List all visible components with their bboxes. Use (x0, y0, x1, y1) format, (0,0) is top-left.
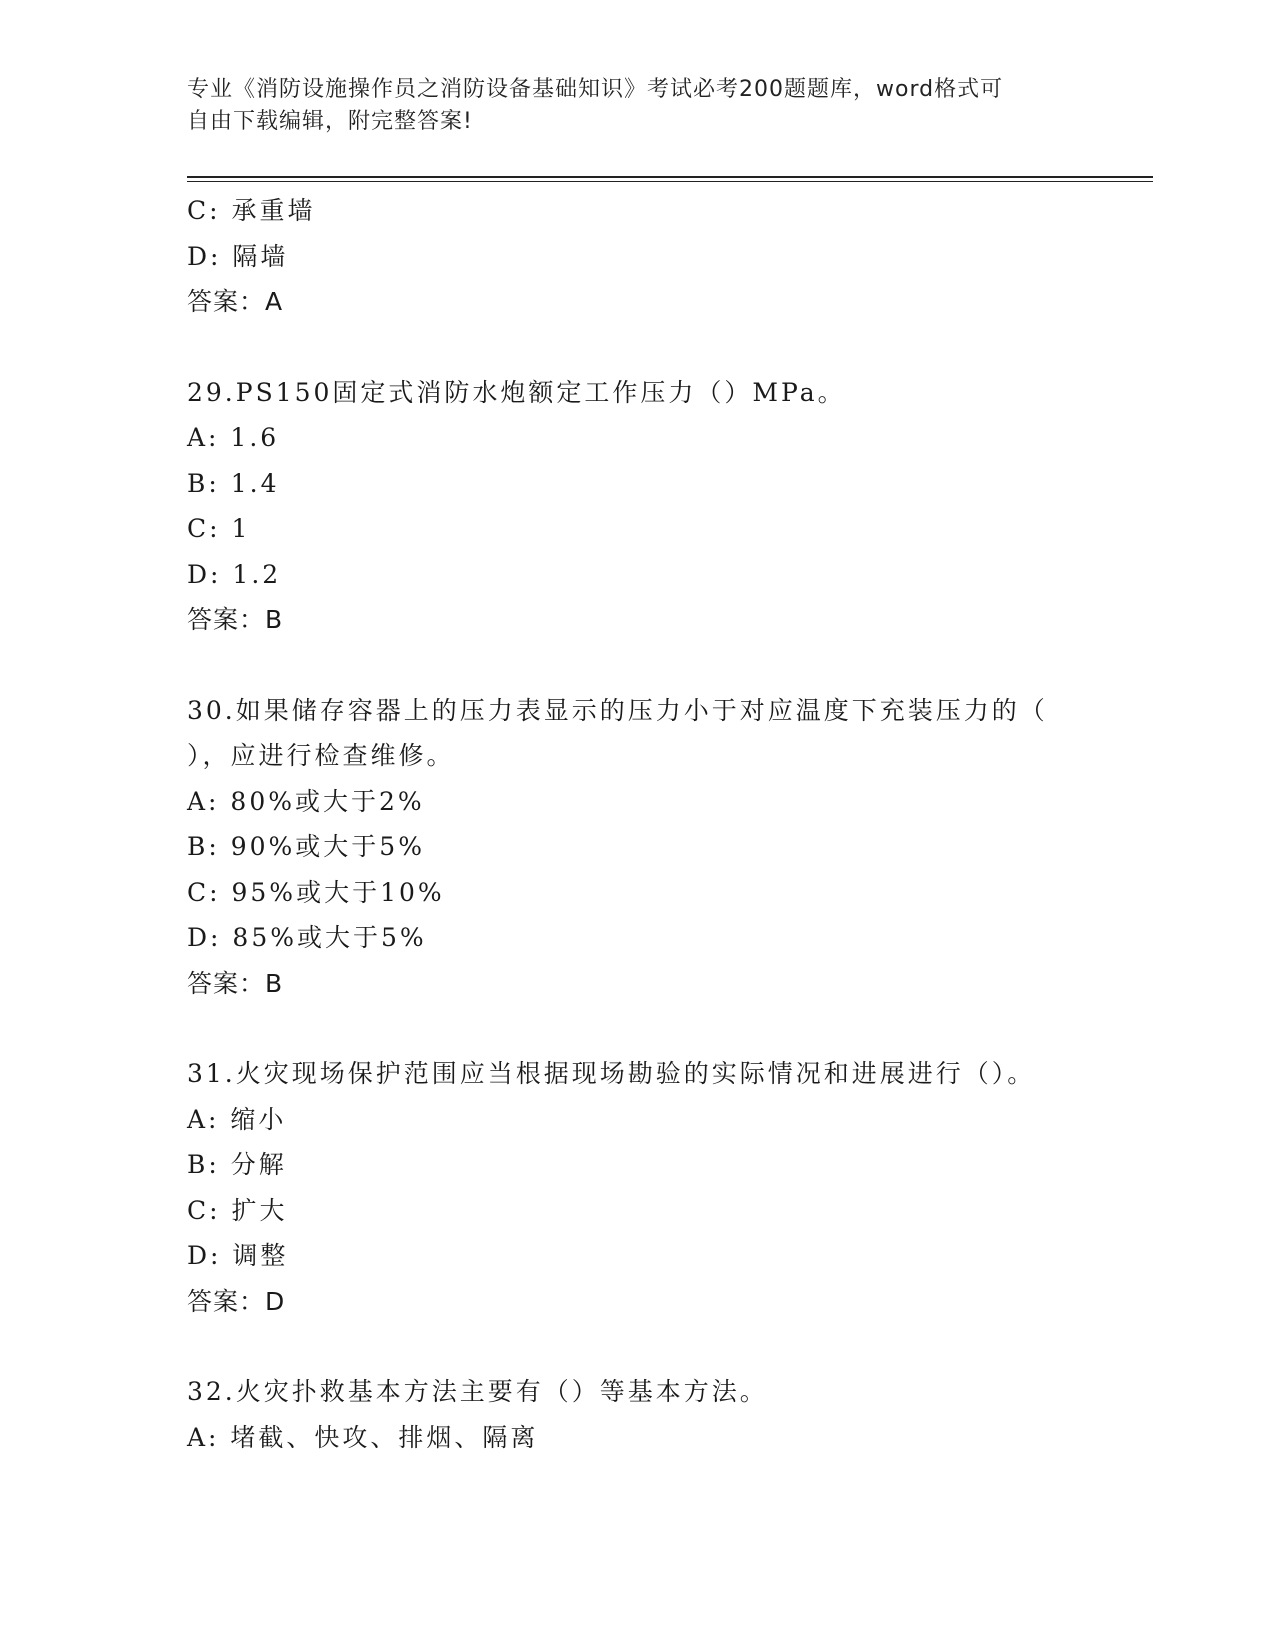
question-text: 30.如果储存容器上的压力表显示的压力小于对应温度下充装压力的（ (187, 695, 1048, 725)
answer-line: 答案：B (187, 605, 284, 634)
question-block-31 (187, 1051, 1087, 1324)
option-d: D: 调整 (187, 1241, 289, 1270)
header-line-2: 自由下载编辑，附完整答案! (187, 109, 473, 134)
question-text: 31.火灾现场保护范围应当根据现场勘验的实际情况和进展进行（）。 (187, 1059, 1036, 1088)
answer-line: 答案：A (187, 287, 284, 316)
answer-line: 答案：B (187, 968, 284, 998)
header-divider-thin (187, 181, 1153, 182)
option-d: D: 隔墙 (187, 241, 289, 271)
header-line-1: 专业《消防设施操作员之消防设备基础知识》考试必考200题题库，word格式可 (187, 77, 1004, 102)
option-a: A: 堵截、快攻、排烟、隔离 (187, 1422, 539, 1452)
option-a: A: 缩小 (187, 1104, 287, 1134)
option-c: C: 1 (187, 514, 251, 543)
question-text: 29.PS150固定式消防水炮额定工作压力（）MPa。 (187, 377, 846, 407)
question-list (187, 188, 1087, 1460)
document-header (187, 74, 1067, 138)
option-b: B: 90%或大于5% (187, 832, 425, 861)
question-text-continued: ），应进行检查维修。 (187, 741, 455, 770)
option-c: C: 扩大 (187, 1195, 288, 1225)
option-c: C: 承重墙 (187, 196, 316, 225)
option-c: C: 95%或大于10% (187, 877, 445, 907)
question-block-32 (187, 1369, 1087, 1460)
option-d: D: 1.2 (187, 559, 282, 589)
question-block-28-continued (187, 188, 1087, 325)
question-text: 32.火灾扑救基本方法主要有（）等基本方法。 (187, 1377, 768, 1406)
question-block-30 (187, 688, 1087, 1007)
option-d: D: 85%或大于5% (187, 923, 427, 952)
spacer (187, 325, 1087, 370)
option-b: B: 分解 (187, 1150, 287, 1179)
spacer (187, 643, 1087, 688)
spacer (187, 1006, 1087, 1051)
option-a: A: 1.6 (187, 423, 280, 452)
option-b: B: 1.4 (187, 468, 280, 498)
question-block-29 (187, 370, 1087, 643)
answer-line: 答案：D (187, 1286, 286, 1316)
option-a: A: 80%或大于2% (187, 786, 425, 816)
spacer (187, 1324, 1087, 1369)
header-divider-thick (187, 176, 1153, 178)
